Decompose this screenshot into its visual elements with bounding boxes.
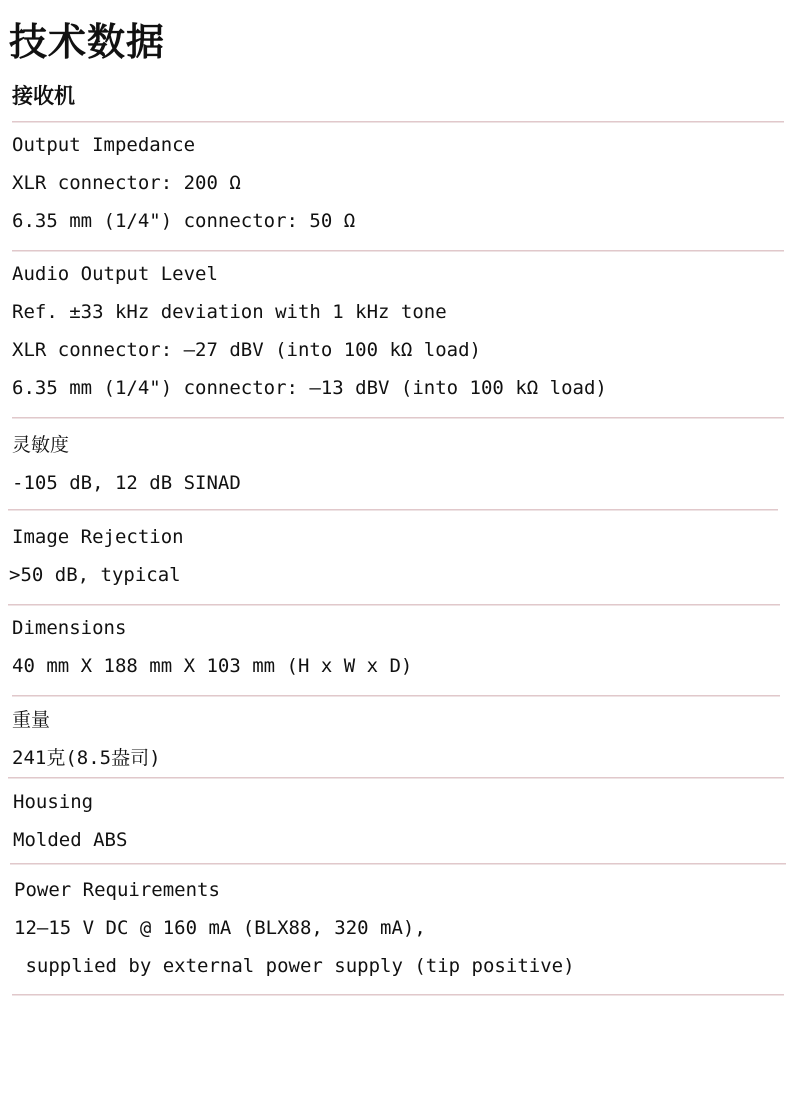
spec-divider: [10, 863, 786, 864]
spec-heading-power-requirements: Power Requirements: [14, 879, 220, 901]
section-divider: [12, 121, 784, 122]
spec-heading-sensitivity: 灵敏度: [12, 434, 70, 456]
spec-value-dimensions: 40 mm X 188 mm X 103 mm (H x W x D): [12, 655, 413, 677]
spec-heading-weight: 重量: [12, 709, 51, 731]
spec-heading-image-rejection: Image Rejection: [12, 526, 184, 548]
spec-divider: [8, 509, 778, 510]
spec-value-reference: Ref. ±33 kHz deviation with 1 kHz tone: [12, 301, 447, 323]
spec-value-housing: Molded ABS: [13, 829, 128, 851]
spec-value-xlr-impedance: XLR connector: 200 Ω: [12, 172, 241, 194]
section-title-receiver: 接收机: [12, 84, 75, 108]
page-title: 技术数据: [9, 20, 166, 64]
spec-divider: [8, 604, 780, 605]
spec-heading-housing: Housing: [13, 791, 94, 813]
spec-value-image-rejection: >50 dB, typical: [9, 564, 181, 586]
spec-divider: [12, 994, 784, 995]
spec-divider: [12, 250, 784, 251]
spec-value-power-supply: 12–15 V DC @ 160 mA (BLX88, 320 mA),: [14, 917, 426, 939]
spec-value-xlr-output-level: XLR connector: –27 dBV (into 100 kΩ load): [12, 339, 481, 361]
spec-value-power-supply-note: supplied by external power supply (tip positive): [14, 955, 575, 977]
spec-heading-output-impedance: Output Impedance: [12, 134, 196, 156]
spec-divider: [8, 777, 784, 778]
spec-value-quarter-inch-output-level: 6.35 mm (1/4") connector: –13 dBV (into 100 kΩ load): [12, 377, 607, 399]
spec-heading-audio-output-level: Audio Output Level: [12, 263, 218, 285]
spec-value-weight: 241克(8.5盎司): [12, 747, 161, 769]
spec-divider: [12, 417, 784, 418]
spec-divider: [12, 695, 780, 696]
spec-heading-dimensions: Dimensions: [12, 617, 127, 639]
spec-value-sensitivity: -105 dB, 12 dB SINAD: [12, 472, 241, 494]
spec-value-quarter-inch-impedance: 6.35 mm (1/4") connector: 50 Ω: [12, 210, 356, 232]
